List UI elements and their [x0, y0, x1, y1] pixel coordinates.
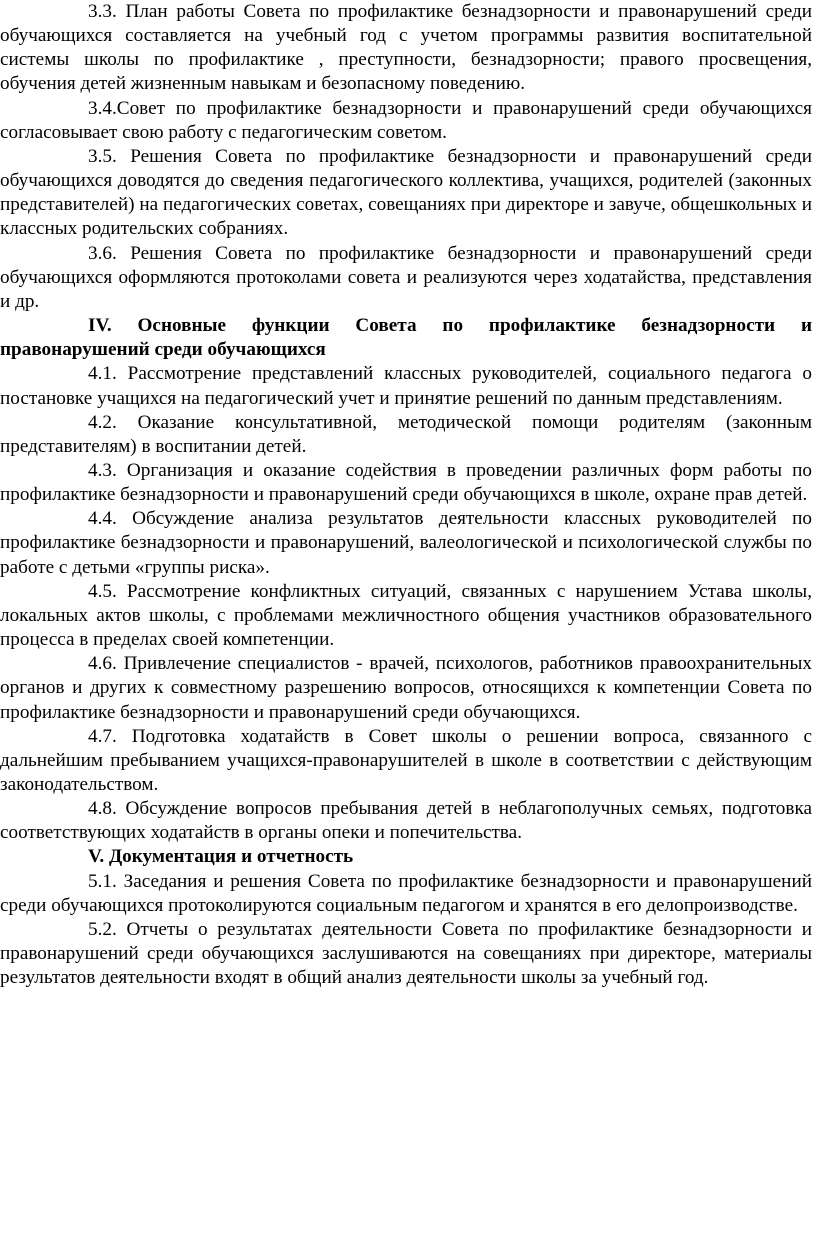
section-5-heading: V. Документация и отчетность: [88, 846, 354, 868]
paragraph-text: Совет по профилактике безнадзорности и правонарушений среди обучающихся согласовывает свою работу с педагогическим советом.: [0, 97, 812, 143]
paragraph-4-5: [0, 580, 812, 652]
paragraph-5-2: [0, 918, 812, 990]
paragraph-text: Обсуждение анализа результатов деятельности классных руководителей по профилактике безнадзорности и правонарушений, валеологической и психологической службы по работе с детьми «группы риска».: [0, 508, 812, 578]
paragraph-5-1: [0, 870, 812, 918]
paragraph-number: 4.1.: [88, 363, 117, 385]
paragraph-text: Оказание консультативной, методической помощи родителям (законным представителям) в воспитании детей.: [0, 411, 812, 457]
paragraph-number: 4.5.: [88, 580, 117, 602]
paragraph-text: План работы Совета по профилактике безнадзорности и правонарушений среди обучающихся составляется на учебный год с учетом программы развития воспитательной системы школы по профилактике , преступности, безнадзорности; правого просвещения, обучения детей жизненным навыкам и безопасному поведению.: [0, 1, 812, 95]
paragraph-text: Организация и оказание содействия в проведении различных форм работы по профилактике безнадзорности и правонарушений среди обучающихся в школе, охране прав детей.: [0, 459, 812, 506]
paragraph-3-3: [0, 0, 812, 97]
paragraph-text: Отчеты о результатах деятельности Совета по профилактике безнадзорности и правонарушений среди обучающихся заслушиваются на совещаниях при директоре, материалы результатов деятельности входят в общий анализ деятельности школы за учебный год.: [0, 918, 812, 989]
paragraph-4-7: [0, 725, 812, 797]
paragraph-number: 4.8.: [88, 798, 117, 820]
paragraph-3-6: [0, 242, 812, 314]
paragraph-3-5: [0, 145, 812, 242]
paragraph-number: 5.1.: [88, 870, 117, 892]
paragraph-3-4: [0, 97, 812, 145]
paragraph-number: 4.3.: [88, 459, 117, 481]
paragraph-number: 4.7.: [88, 725, 117, 747]
paragraph-number: 3.3.: [88, 1, 117, 22]
paragraph-4-1: [0, 362, 812, 410]
paragraph-number: 4.2.: [88, 411, 117, 433]
paragraph-4-6: [0, 652, 812, 724]
paragraph-text: Обсуждение вопросов пребывания детей в неблагополучных семьях, подготовка соответствующих ходатайств в органы опеки и попечительства.: [0, 798, 812, 844]
paragraph-text: Решения Совета по профилактике безнадзорности и правонарушений среди обучающихся оформляются протоколами совета и реализуются через ходатайства, представления и др.: [0, 242, 812, 312]
paragraph-number: 3.6.: [88, 242, 117, 264]
paragraph-text: Подготовка ходатайств в Совет школы о решении вопроса, связанного с дальнейшим пребыванием учащихся-правонарушителей в школе в соответствии с действующим законодательством.: [0, 725, 812, 795]
paragraph-text: Заседания и решения Совета по профилактике безнадзорности и правонарушений среди обучающихся протоколируются социальным педагогом и хранятся в его делопроизводстве.: [0, 870, 812, 916]
paragraph-number: 3.5.: [88, 145, 117, 167]
paragraph-4-3: [0, 459, 812, 507]
paragraph-text: Рассмотрение представлений классных руководителей, социального педагога о постановке учащихся на педагогический учет и принятие решений по данным представлениям.: [0, 363, 812, 409]
paragraph-number: 4.6.: [88, 653, 117, 675]
paragraph-number: 3.4.: [88, 97, 117, 119]
paragraph-4-4: [0, 507, 812, 579]
paragraph-number: 4.4.: [88, 508, 117, 530]
section-4-heading: IV. Основные функции Совета по профилактике безнадзорности и правонарушений среди обучающихся: [0, 315, 812, 361]
paragraph-number: 5.2.: [88, 918, 117, 940]
paragraph-text: Решения Совета по профилактике безнадзорности и правонарушений среди обучающихся доводятся до сведения педагогического коллектива, учащихся, родителей (законных представителей) на педагогических советах, совещаниях при директоре и завуче, общешкольных и классных родительских собраниях.: [0, 145, 812, 240]
paragraph-text: Привлечение специалистов - врачей, психологов, работников правоохранительных органов и других к совместному разрешению вопросов, относящихся к компетенции Совета по профилактике безнадзорности и правонарушений среди обучающихся.: [0, 653, 812, 723]
paragraph-text: Рассмотрение конфликтных ситуаций, связанных с нарушением Устава школы, локальных актов школы, с проблемами межличностного общения участников образовательного процесса в пределах своей компетенции.: [0, 580, 812, 651]
paragraph-4-8: [0, 797, 812, 845]
paragraph-4-2: [0, 411, 812, 459]
